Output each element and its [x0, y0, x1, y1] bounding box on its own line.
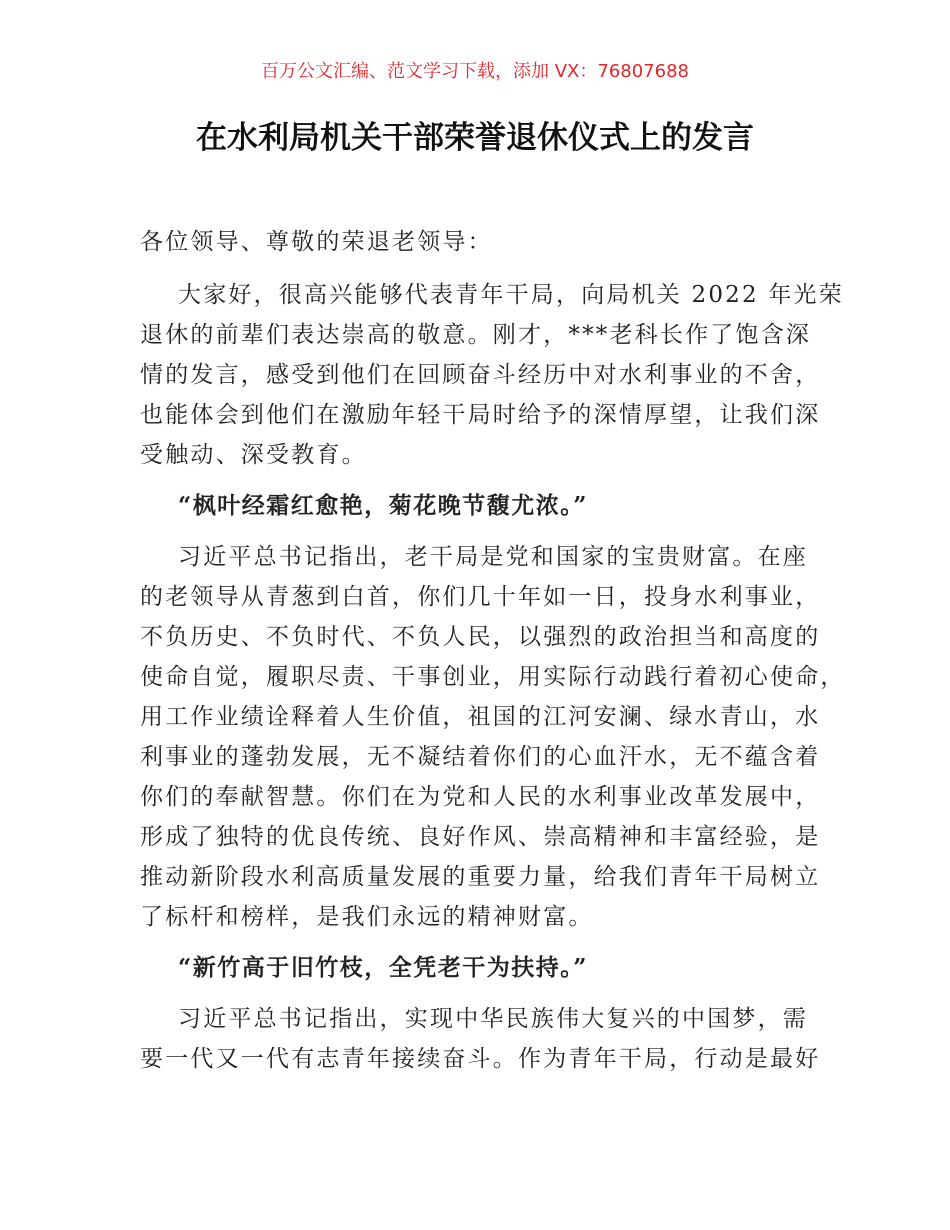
paragraph-line: 要一代又一代有志青年接续奋斗。作为青年干局，行动是最好 [140, 1046, 821, 1072]
greeting: 各位领导、尊敬的荣退老领导： [140, 229, 493, 255]
paragraph-line: 退休的前辈们表达崇高的敬意。刚才，***老科长作了饱含深 [140, 322, 812, 348]
paragraph-line: 使命自觉，履职尽责、干事创业，用实际行动践行着初心使命， [140, 664, 846, 690]
paragraph-line: 形成了独特的优良传统、良好作风、崇高精神和丰富经验，是 [140, 824, 821, 850]
paragraph-line: 用工作业绩诠释着人生价值，祖国的江河安澜、绿水青山，水 [140, 704, 821, 730]
document-body [140, 222, 846, 1090]
paragraph-line: 习近平总书记指出，实现中华民族伟大复兴的中国梦，需 [178, 1006, 808, 1032]
document-title: 在水利局机关干部荣誉退休仪式上的发言 [196, 120, 754, 156]
paragraph-line: 情的发言，感受到他们在回顾奋斗经历中对水利事业的不舍， [140, 362, 821, 388]
paragraph-line: 受触动、深受教育。 [140, 442, 367, 468]
paragraph-line: 的老领导从青葱到白首，你们几十年如一日，投身水利事业， [140, 584, 821, 610]
paragraph-line: 推动新阶段水利高质量发展的重要力量，给我们青年干局树立 [140, 864, 821, 890]
paragraph-line: 了标杆和榜样，是我们永远的精神财富。 [140, 904, 594, 930]
paragraph-line: 你们的奉献智慧。你们在为党和人民的水利事业改革发展中， [140, 784, 821, 810]
paragraph-line: 不负历史、不负时代、不负人民，以强烈的政治担当和高度的 [140, 624, 821, 650]
paragraph-2 [140, 537, 846, 937]
paragraph-3 [140, 999, 830, 1079]
section-heading-1: “枫叶经霜红愈艳，菊花晚节馥尤浓。” [178, 492, 588, 519]
paragraph-line: 习近平总书记指出，老干局是党和国家的宝贵财富。在座 [178, 544, 808, 570]
paragraph-line: 也能体会到他们在激励年轻干局时给予的深情厚望，让我们深 [140, 402, 821, 428]
paragraph-line: 大家好，很高兴能够代表青年干局，向局机关 2022 年光荣 [178, 282, 844, 308]
watermark-banner: 百万公文汇编、范文学习下载，添加 VX：76807688 [261, 61, 689, 82]
section-heading-2: “新竹高于旧竹枝，全凭老干为扶持。” [178, 954, 588, 981]
paragraph-line: 利事业的蓬勃发展，无不凝结着你们的心血汗水，无不蕴含着 [140, 744, 821, 770]
paragraph-1 [140, 275, 844, 475]
